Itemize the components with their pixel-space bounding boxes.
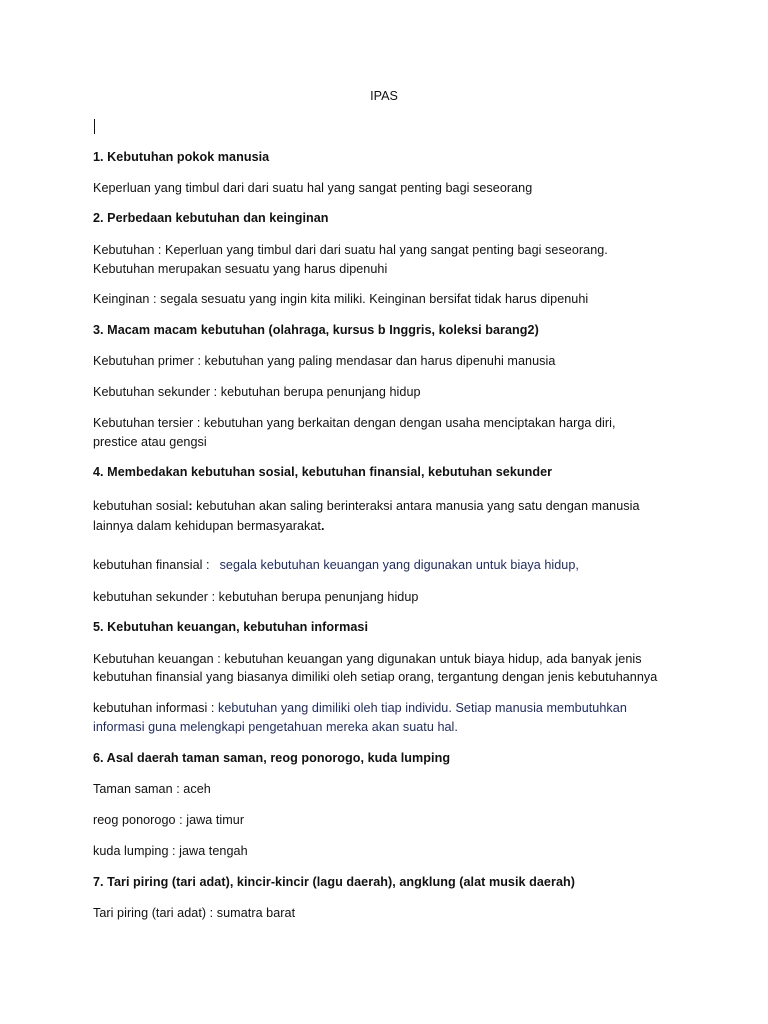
q5-keuangan-line1: Kebutuhan keuangan : kebutuhan keuangan yang digunakan untuk biaya hidup, ada banyak jenis <box>93 652 642 666</box>
q3-primer: Kebutuhan primer : kebutuhan yang paling mendasar dan harus dipenuhi manusia <box>93 354 556 368</box>
q4-sekunder: kebutuhan sekunder : kebutuhan berupa penunjang hidup <box>93 590 419 604</box>
q6-answer-3: kuda lumping : jawa tengah <box>93 844 248 858</box>
q7-answer-1: Tari piring (tari adat) : sumatra barat <box>93 906 296 920</box>
q1-heading: 1. Kebutuhan pokok manusia <box>93 150 270 164</box>
q4-sosial-line2-text: lainnya dalam kehidupan bermasyarakat <box>93 519 321 533</box>
q5-informasi-label: kebutuhan informasi : <box>93 701 219 715</box>
q4-sosial-label: kebutuhan sosial <box>93 499 189 513</box>
q5-informasi-line1 <box>93 699 627 718</box>
q3-tersier-line2: prestice atau gengsi <box>93 435 207 449</box>
q4-finansial <box>93 556 579 575</box>
q5-informasi-text: kebutuhan yang dimiliki oleh tiap individu. <box>218 701 452 715</box>
q5-keuangan-line2: kebutuhan finansial yang biasanya dimiliki oleh setiap orang, tergantung dengan jenis kebutuhannya <box>93 670 658 684</box>
q4-sosial-text: kebutuhan akan saling berinteraksi antara manusia yang satu dengan manusia <box>192 499 640 513</box>
q2-kebutuhan-line2: Kebutuhan merupakan sesuatu yang harus dipenuhi <box>93 262 388 276</box>
q2-keinginan: Keinginan : segala sesuatu yang ingin kita miliki. Keinginan bersifat tidak harus dipenuhi <box>93 292 589 306</box>
text-cursor <box>94 119 95 134</box>
q3-sekunder: Kebutuhan sekunder : kebutuhan berupa penunjang hidup <box>93 385 421 399</box>
q5-informasi-line2: informasi guna melengkapi pengetahuan mereka akan suatu hal. <box>93 720 458 734</box>
q2-kebutuhan-line1: Kebutuhan : Keperluan yang timbul dari dari suatu hal yang sangat penting bagi seseorang. <box>93 243 608 257</box>
q6-answer-1: Taman saman : aceh <box>93 782 211 796</box>
document-title: IPAS <box>370 89 398 103</box>
q5-heading: 5. Kebutuhan keuangan, kebutuhan informasi <box>93 620 368 634</box>
q4-sosial-line1 <box>93 497 640 516</box>
q1-answer: Keperluan yang timbul dari dari suatu hal yang sangat penting bagi seseorang <box>93 181 533 195</box>
q4-sosial-period: . <box>320 519 325 533</box>
q4-finansial-text: segala kebutuhan keuangan yang digunakan untuk biaya hidup, <box>219 558 579 572</box>
q4-heading: 4. Membedakan kebutuhan sosial, kebutuhan finansial, kebutuhan sekunder <box>93 465 553 479</box>
q4-finansial-label: kebutuhan finansial : <box>93 558 210 572</box>
q4-sosial-line2 <box>93 517 325 536</box>
q2-heading: 2. Perbedaan kebutuhan dan keinginan <box>93 211 329 225</box>
q3-heading: 3. Macam macam kebutuhan (olahraga, kursus b Inggris, koleksi barang2) <box>93 323 539 337</box>
q6-heading: 6. Asal daerah taman saman, reog ponorogo, kuda lumping <box>93 751 451 765</box>
q6-answer-2: reog ponorogo : jawa timur <box>93 813 245 827</box>
q4-sosial-separator: : <box>188 499 193 513</box>
q7-heading: 7. Tari piring (tari adat), kincir-kincir (lagu daerah), angklung (alat musik daerah) <box>93 875 575 889</box>
q5-informasi-rest: Setiap manusia membutuhkan <box>451 701 627 715</box>
q3-tersier-line1: Kebutuhan tersier : kebutuhan yang berkaitan dengan dengan usaha menciptakan harga diri, <box>93 416 616 430</box>
